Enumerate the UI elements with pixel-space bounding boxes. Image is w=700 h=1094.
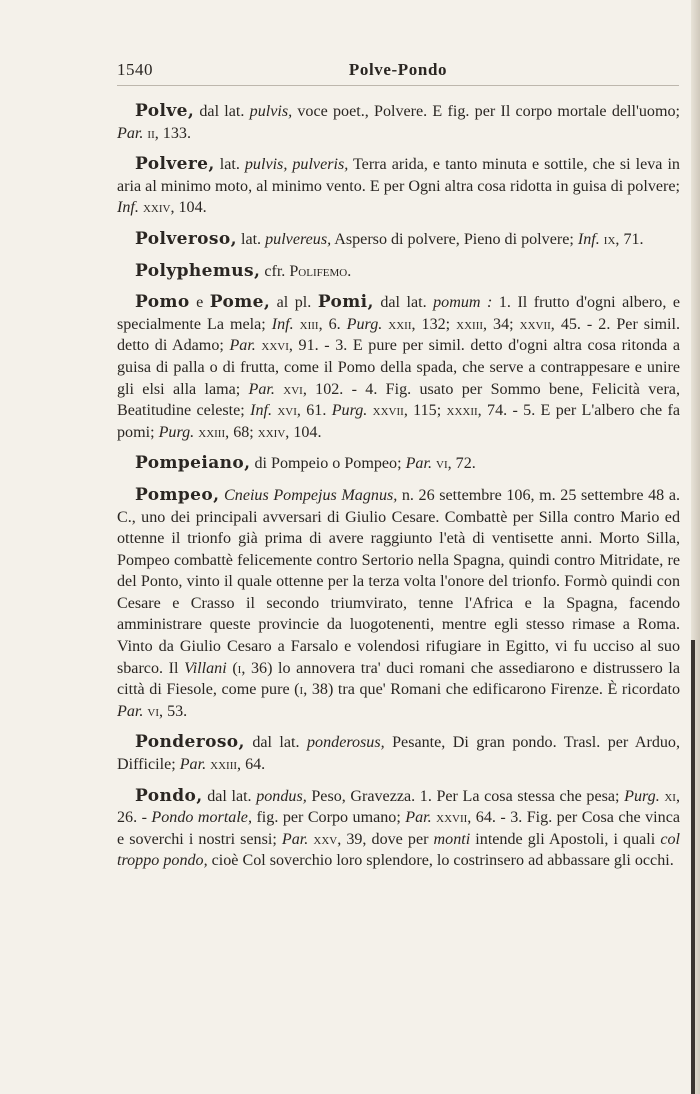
entry-text: voce poet., Polvere. E fig. per Il corpo mortale dell'uomo; [292, 103, 680, 120]
dictionary-entry [117, 229, 680, 251]
entry-text: Par. [405, 809, 432, 827]
entry-text: vi [147, 702, 160, 720]
dictionary-entry [117, 485, 680, 723]
entry-text: dal lat. [202, 787, 257, 805]
entry-text: , 104. [285, 423, 322, 441]
entry-headword: Polvere, [135, 154, 215, 175]
entry-text: , 71. [615, 230, 644, 248]
dictionary-entry [117, 786, 680, 872]
entry-text: xvi [283, 380, 303, 398]
entry-text: xxvii [372, 402, 404, 420]
entry-text: , 36) lo annovera tra' duci romani che assediarono e distrussero la città di Fiesole, come pure ( [117, 659, 680, 699]
entry-text: dal lat. [244, 734, 307, 752]
entry-text: , 115; [403, 402, 447, 420]
entry-text: Inf. [250, 402, 272, 420]
entry-text: Par. [248, 380, 275, 398]
entry-text: xxiv [257, 423, 286, 441]
entry-text: cioè Col soverchio loro splendore, lo costrinsero ad abbassare gli occhi. [207, 852, 674, 870]
entry-text: Peso, Gravezza. 1. Per La cosa stessa che pesa; [306, 787, 625, 805]
entry-text: monti [433, 830, 471, 848]
entry-text: xxxii [446, 402, 478, 420]
entry-text: , 68; [225, 423, 258, 441]
entry-text: , 6. [318, 315, 347, 333]
entry-text: pomum : [433, 294, 493, 312]
entry-text: al pl. [270, 294, 318, 312]
dictionary-entry [117, 292, 680, 443]
entry-headword: Ponderoso, [135, 732, 245, 753]
entry-headword: Pomo [135, 292, 190, 313]
entry-text: , 64. - 3. Fig. per Cosa che vinca e soverchi i nostri sensi; [117, 809, 680, 848]
entry-text: xxii [388, 315, 412, 333]
entry-text: , 61. [296, 402, 332, 420]
entry-text: n. 26 settembre 106, m. 25 settembre 48 a. C., uno dei principali avversari di Giulio Cesare. Combattè per Silla contro Mario ed ottenne il trionfo già prima di avere raggiunto l'età di ventisette anni. Morto Silla, Pompeo combattè felicemente contro Sertorio nella Spagna, quindi contro Mitridate, re del Ponto, vinto il quale ottenne per la terza volta l'onore del trionfo. Formò quindi con Cesare e Crasso il secondo triumvirato, tenne l'Africa e la Spagna, facendo amministrare queste provincie da luogotenenti, mentre egli stesso rimase a Roma. Vinto da Giulio Cesaro a Farsalo e volendosi rifugiare in Egitto, vi fu ucciso al suo sbarco. Il [117, 486, 680, 677]
entry-headword: Pompeo, [135, 484, 220, 505]
entry-text: dal lat. [373, 294, 434, 312]
entry-text: . [347, 262, 352, 280]
entry-text: 1. Il frutto d'ogni albero, e specialmente La mela; [117, 294, 680, 333]
entry-headword-variant: Pomi, [317, 292, 374, 313]
entry-text: Par. [179, 756, 207, 774]
entry-headword: Pompeiano, [135, 453, 251, 474]
entry-text: fig. per Corpo umano; [251, 809, 406, 827]
entry-text: i [237, 659, 242, 677]
entry-text: , 26. - [117, 787, 680, 827]
entry-text: Asperso di polvere, Pieno di polvere; [331, 230, 578, 248]
entry-text: pulvis, pulveris, [244, 156, 349, 174]
entry-text: Par. [229, 337, 256, 355]
entry-text: Purg. [331, 402, 368, 420]
entry-text: Par. [281, 830, 309, 848]
entry-text: Pondo mortale, [151, 809, 252, 827]
header-rule [117, 85, 679, 86]
entry-text: dal lat. [194, 103, 250, 120]
entry-text: Cneius Pompejus Magnus, [224, 486, 398, 504]
entry-text: xxv [313, 830, 338, 848]
entry-text: , 133. [154, 124, 191, 142]
entry-text: Pesante, Di gran pondo. Trasl. per Arduo, Difficile; [117, 734, 680, 774]
entry-headword: Polveroso, [135, 228, 237, 249]
entry-text: , 74. - 5. E per L'albero che fa pomi; [117, 402, 680, 441]
dictionary-entry [117, 261, 680, 283]
entry-text: Purg. [346, 315, 383, 333]
entry-text: xi [664, 787, 676, 805]
entry-headword-variant: Pome, [209, 292, 271, 313]
entry-text: intende gli Apostoli, i quali [470, 830, 661, 848]
dictionary-entry [117, 732, 680, 775]
entry-text: xxvii [436, 809, 468, 827]
entry-headword: Pondo, [135, 785, 203, 806]
entry-text: , 104. [170, 199, 207, 217]
entry-text: Terra arida, e tanto minuta e sottile, che si leva in aria al minimo moto, al minimo vento. E per Ogni altra cosa ridotta in guisa di polvere; [117, 156, 680, 195]
entry-text: , 72. [447, 455, 476, 473]
entry-text [275, 381, 283, 398]
entry-text: di Pompeio o Pompeo; [250, 455, 406, 473]
entry-headword: Polyphemus, [135, 260, 261, 281]
entry-text: xiii [299, 315, 319, 333]
entry-text: Inf. [577, 230, 600, 248]
entry-text: lat. [236, 230, 266, 248]
entry-text: ponderosus, [307, 734, 385, 752]
entry-text: Par. [405, 455, 432, 473]
entry-text: , 45. - 2. Per simil. detto di Adamo; [117, 315, 681, 355]
entry-text: Inf. [117, 199, 139, 217]
entry-text: col troppo pondo, [117, 830, 680, 870]
entry-text: , 53. [159, 702, 188, 720]
entry-text: Inf. [271, 315, 294, 333]
entry-text: cfr. [260, 262, 290, 280]
entry-text: , 91. - 3. E pure per simil. detto d'ogni altra cosa ritonda a guisa di palla o di frutta, come il Pomo della spada, che serve a contrappesare e unire gli elsi alla lama; [117, 337, 680, 398]
entry-text: Villani [184, 659, 227, 677]
dictionary-entry [117, 154, 680, 219]
entry-text: Purg. [158, 423, 195, 441]
dictionary-entry [117, 453, 680, 475]
entry-text: xxvii [519, 315, 551, 333]
entry-headword: Polve, [135, 101, 195, 121]
entry-text: xxiii [198, 423, 226, 441]
entry-text: ( [226, 659, 238, 677]
entry-text: i [299, 681, 304, 699]
entry-text: , 34; [483, 315, 520, 333]
entry-text: xxiii [210, 756, 238, 774]
entry-text: xxvi [261, 337, 289, 355]
entry-text: xvi [277, 402, 297, 420]
entry-text: , 132; [411, 315, 457, 333]
entry-text: lat. [214, 156, 245, 174]
entry-text: ix [603, 230, 616, 248]
entry-text: e [189, 294, 210, 312]
entry-text: Par. [117, 702, 144, 720]
entry-text: vi [436, 455, 448, 473]
entries-list [117, 101, 680, 882]
entry-text: Par. [117, 124, 144, 142]
entry-text: , 38) tra que' Romani che edificarono Firenze. È ricordato [303, 681, 680, 699]
entry-text: xxiv [142, 199, 171, 217]
entry-text: pulvis, [249, 103, 293, 120]
page-number: 1540 [117, 60, 153, 79]
entry-text: , 64. [237, 756, 266, 774]
page-header [117, 60, 679, 86]
binding-shadow [691, 640, 695, 1094]
entry-text: pulvereus, [265, 230, 332, 248]
entry-text: xxiii [456, 315, 484, 333]
entry-text: ii [147, 124, 155, 142]
entry-text: Purg. [624, 787, 660, 805]
entry-text: , 102. - 4. Fig. usato per Sommo bene, Felicità vera, Beatitudine celeste; [117, 380, 680, 420]
dictionary-entry [117, 101, 680, 144]
running-title: Polve-Pondo [348, 60, 448, 79]
entry-text: Polifemo [289, 262, 348, 280]
entry-text: pondus, [256, 787, 307, 805]
entry-text: , 39, dove per [337, 830, 434, 848]
